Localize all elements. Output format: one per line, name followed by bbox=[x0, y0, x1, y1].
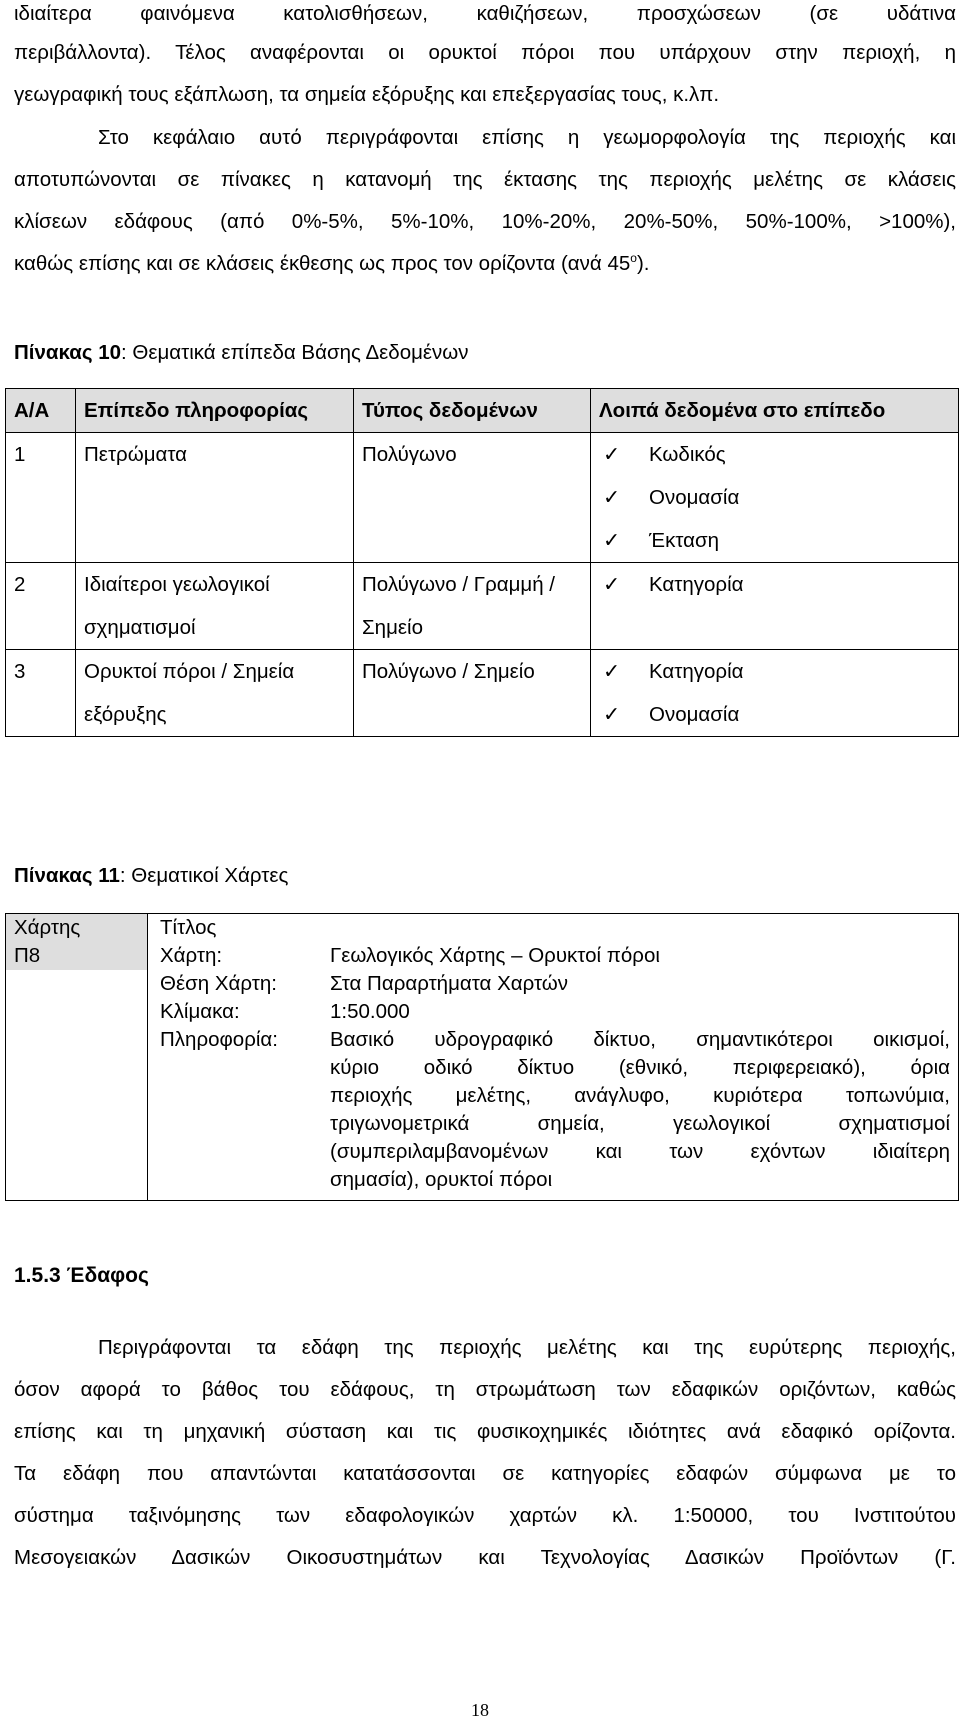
attribute-label: Κατηγορία bbox=[649, 660, 744, 683]
paragraph-line: Μεσογειακών Δασικών Οικοσυστημάτων και Τεχνολογίας Δασικών Προϊόντων (Γ. bbox=[14, 1546, 956, 1569]
checkmark-icon: ✓ bbox=[603, 443, 621, 466]
page-number: 18 bbox=[471, 1700, 489, 1720]
cell-type: Πολύγωνο / Γραμμή / Σημείο bbox=[354, 563, 591, 650]
info-line: (συμπεριλαμβανομένων και των εχόντων ιδιαίτερη bbox=[330, 1140, 950, 1163]
attribute-item bbox=[599, 476, 950, 519]
column-header: Τύπος δεδομένων bbox=[354, 389, 591, 433]
map-id-box bbox=[6, 914, 147, 970]
attribute-label: Κωδικός bbox=[649, 443, 726, 466]
paragraph-line: σύστημα ταξινόμησης των εδαφολογικών χαρτών κλ. 1:50000, του Ινστιτούτου bbox=[14, 1504, 956, 1527]
field-row bbox=[160, 942, 950, 970]
table-header-row bbox=[6, 389, 959, 433]
info-line: περιοχής μελέτης, ανάγλυφο, κυριότερα τοπωνύμια, bbox=[330, 1084, 950, 1107]
field-row bbox=[160, 970, 950, 998]
caption-text: : Θεματικά επίπεδα Βάσης Δεδομένων bbox=[121, 341, 469, 364]
cell-id: 1 bbox=[6, 433, 76, 563]
cell-id: 2 bbox=[6, 563, 76, 650]
attribute-item bbox=[599, 433, 950, 476]
attribute-label: Ονομασία bbox=[649, 486, 740, 509]
attribute-item bbox=[599, 693, 950, 736]
cell-id: 3 bbox=[6, 650, 76, 737]
table-10 bbox=[5, 388, 959, 737]
caption-text: : Θεματικοί Χάρτες bbox=[119, 864, 289, 887]
column-header: Α/Α bbox=[6, 389, 76, 433]
field-key: Θέση Χάρτη: bbox=[160, 972, 277, 995]
map-label: Χάρτης bbox=[14, 916, 81, 939]
attribute-label: Ονομασία bbox=[649, 703, 740, 726]
table-11 bbox=[5, 913, 959, 1201]
paragraph-line: επίσης και τη μηχανική σύσταση και τις φυσικοχημικές ιδιότητες ανά εδαφικό ορίζοντα. bbox=[14, 1420, 956, 1443]
attribute-label: Κατηγορία bbox=[649, 573, 744, 596]
paragraph-line bbox=[14, 250, 956, 278]
cell-layer: Πετρώματα bbox=[76, 433, 354, 563]
field-key: Χάρτη: bbox=[160, 944, 223, 967]
column-header: Λοιπά δεδομένα στο επίπεδο bbox=[591, 389, 959, 433]
column-header: Επίπεδο πληροφορίας bbox=[76, 389, 354, 433]
cell-type: Πολύγωνο bbox=[354, 433, 591, 563]
caption-number: Πίνακας 10 bbox=[14, 341, 122, 364]
paragraph-line: Τα εδάφη που απαντώνται κατατάσσονται σε κατηγορίες εδαφών σύμφωνα με το bbox=[14, 1462, 956, 1485]
map-row bbox=[6, 914, 959, 1201]
checkmark-icon: ✓ bbox=[603, 573, 621, 596]
field-value: 1:50.000 bbox=[330, 1000, 410, 1023]
info-line: Βασικό υδρογραφικό δίκτυο, σημαντικότεροι οικισμοί, bbox=[330, 1028, 950, 1051]
map-details-cell bbox=[148, 914, 959, 1201]
field-key: Κλίμακα: bbox=[160, 1000, 240, 1023]
field-value: Στα Παραρτήματα Χαρτών bbox=[330, 972, 569, 995]
cell-layer: Ορυκτοί πόροι / Σημεία εξόρυξης bbox=[76, 650, 354, 737]
cell-layer: Ιδιαίτεροι γεωλογικοί σχηματισμοί bbox=[76, 563, 354, 650]
paragraph-line: κλίσεων εδάφους (από 0%-5%, 5%-10%, 10%-20%, 20%-50%, 50%-100%, >100%), bbox=[14, 210, 956, 233]
field-row bbox=[160, 1026, 950, 1194]
caption-number: Πίνακας 11 bbox=[14, 864, 120, 887]
table-row bbox=[6, 563, 959, 650]
cell-attributes bbox=[591, 433, 959, 563]
paragraph-line: γεωγραφική τους εξάπλωση, τα σημεία εξόρυξης και επεξεργασίας τους, κ.λπ. bbox=[14, 83, 720, 106]
checkmark-icon: ✓ bbox=[603, 660, 621, 683]
info-line: τριγωνομετρικά σημεία, γεωλογικοί σχηματισμοί bbox=[330, 1112, 950, 1135]
attribute-item bbox=[599, 519, 950, 562]
title-label: Τίτλος bbox=[160, 916, 217, 939]
cell-attributes bbox=[591, 563, 959, 650]
map-id-cell bbox=[6, 914, 148, 1201]
cell-attributes bbox=[591, 650, 959, 737]
attribute-label: Έκταση bbox=[649, 529, 720, 552]
info-line: κύριο οδικό δίκτυο (εθνικό, περιφερειακό), όρια bbox=[330, 1056, 950, 1079]
paragraph-line: όσον αφορά το βάθος του εδάφους, τη στρωμάτωση των εδαφικών οριζόντων, καθώς bbox=[14, 1378, 956, 1401]
paragraph-ending: ). bbox=[636, 252, 650, 275]
paragraph-line: περιβάλλοντα). Τέλος αναφέρονται οι ορυκτοί πόροι που υπάρχουν στην περιοχή, η bbox=[14, 41, 956, 64]
paragraph-line: αποτυπώνονται σε πίνακες η κατανομή της έκτασης της περιοχής μελέτης σε κλάσεις bbox=[14, 168, 956, 191]
attribute-item bbox=[599, 563, 950, 606]
map-code: Π8 bbox=[14, 944, 41, 967]
paragraph-line: Περιγράφονται τα εδάφη της περιοχής μελέτης και της ευρύτερης περιοχής, bbox=[98, 1336, 956, 1359]
section-heading: 1.5.3 Έδαφος bbox=[14, 1264, 149, 1287]
attribute-item bbox=[599, 650, 950, 693]
checkmark-icon: ✓ bbox=[603, 486, 621, 509]
paragraph-line: ιδιαίτερα φαινόμενα κατολισθήσεων, καθιζήσεων, προσχώσεων (σε υδάτινα bbox=[14, 2, 956, 25]
info-value bbox=[330, 1026, 950, 1194]
info-line: σημασία), ορυκτοί πόροι bbox=[330, 1168, 553, 1191]
paragraph-line: Στο κεφάλαιο αυτό περιγράφονται επίσης η γεωμορφολογία της περιοχής και bbox=[98, 126, 956, 149]
field-value: Γεωλογικός Χάρτης – Ορυκτοί πόροι bbox=[330, 944, 660, 967]
checkmark-icon: ✓ bbox=[603, 703, 621, 726]
field-key: Πληροφορία: bbox=[160, 1028, 278, 1051]
table-11-caption bbox=[14, 862, 288, 890]
paragraph-text: καθώς επίσης και σε κλάσεις έκθεσης ως προς τον ορίζοντα (ανά 45 bbox=[14, 252, 631, 275]
cell-type: Πολύγωνο / Σημείο bbox=[354, 650, 591, 737]
table-row bbox=[6, 650, 959, 737]
table-row bbox=[6, 433, 959, 563]
table-10-caption bbox=[14, 339, 469, 367]
field-row bbox=[160, 998, 950, 1026]
degree-superscript: ο bbox=[630, 251, 637, 265]
checkmark-icon: ✓ bbox=[603, 529, 621, 552]
